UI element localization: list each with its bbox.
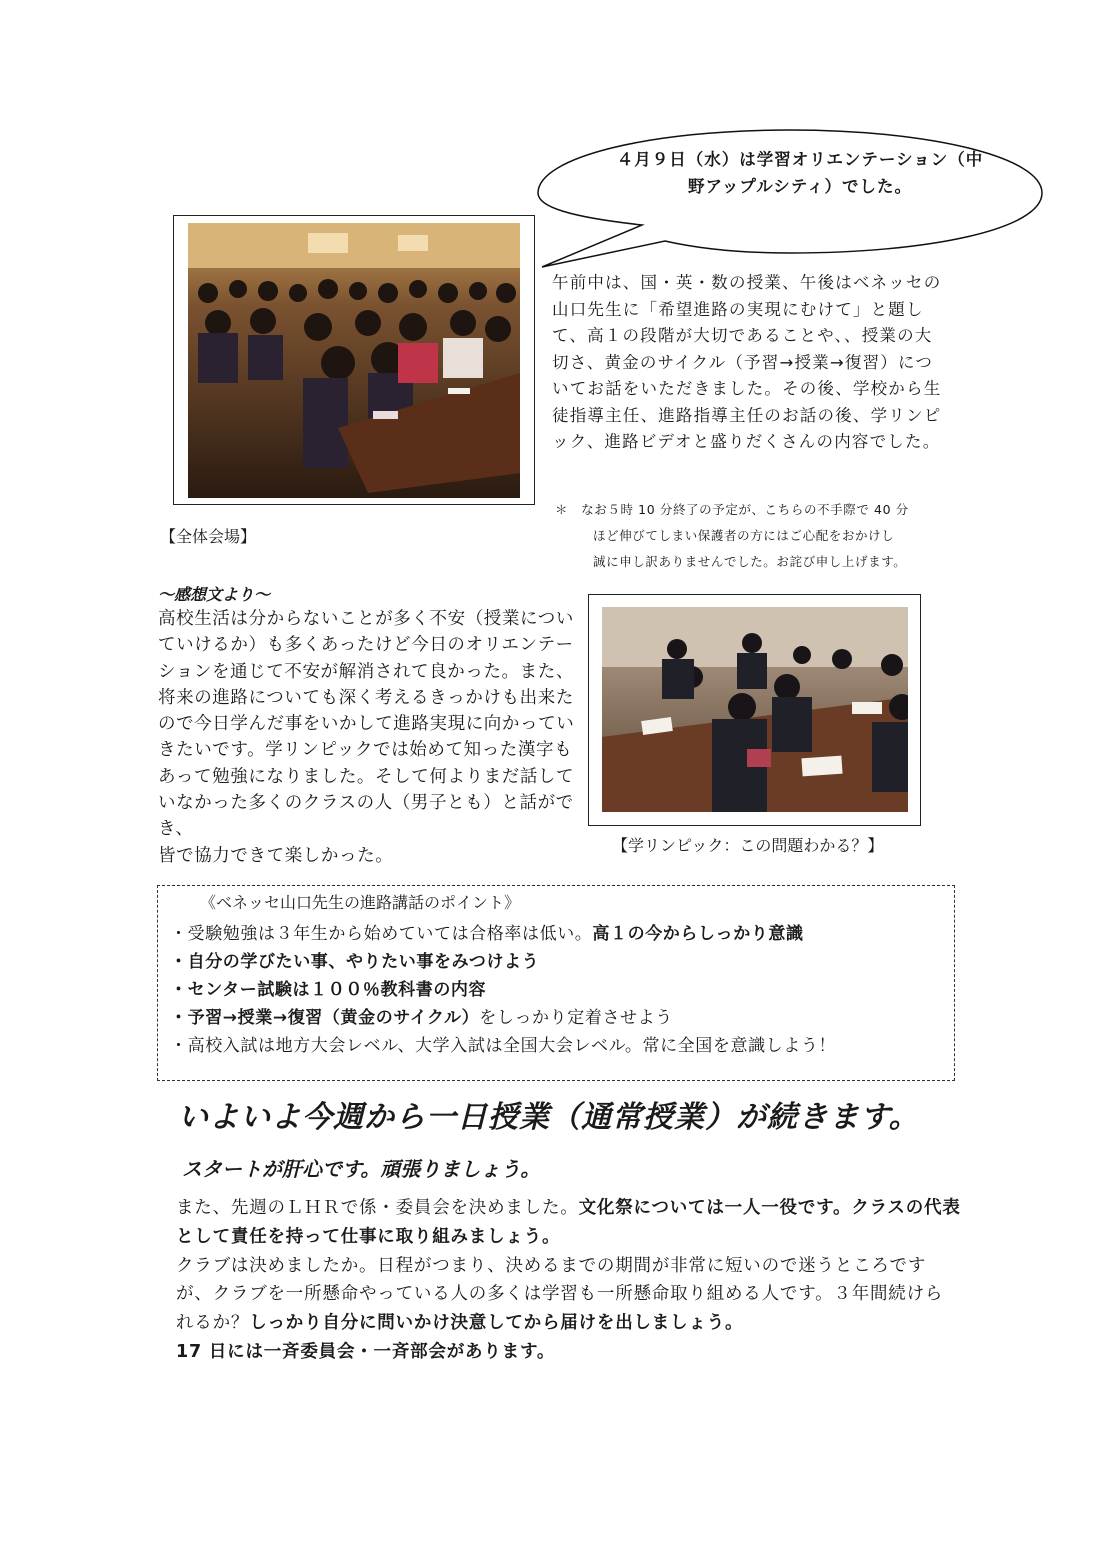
caption-gakulympic: 【学リンピック：この問題わかる？】 (612, 836, 884, 855)
impressions-text: 高校生活は分からないことが多く不安（授業についていけるか）も多くあったけど今日のオリエンテーションを通じて不安が解消されて良かった。また、将来の進路についても深く考えるきっかけも出来たので今日学んだ事をいかして進路実現に向かっていきたいです。学リンピックでは始めて知った漢字もあって勉強になりました。そして何よりまだ話していなかった多くのクラスの人（男子とも）と話ができ、 (158, 609, 575, 840)
note-line-3: 誠に申し訳ありませんでした。お詫び申し上げます。 (593, 554, 907, 569)
point-4-bold: ・予習→授業→復習（黄金のサイクル） (170, 1008, 480, 1028)
note-line-1: ＊ なお５時 10 分終了の予定が、こちらの不手際で 40 分 (555, 502, 909, 517)
photo-main-hall (173, 215, 535, 505)
hall-photo-image (188, 223, 520, 498)
point-4 (170, 1003, 673, 1028)
lecture-points-title: 《ベネッセ山口先生の進路講話のポイント》 (200, 893, 521, 912)
closing-sentence-2-bold: しっかり自分に問いかけ決意してから届けを出しましょう。 (249, 1313, 744, 1334)
point-2: ・自分の学びたい事、やりたい事をみつけよう (170, 952, 540, 972)
orientation-description: 午前中は、国・英・数の授業、午後はベネッセの山口先生に「希望進路の実現にむけて」と題して、高１の段階が大切であることや、、授業の大切さ、黄金のサイクル（予習→授業→復習）についてお話をいただきました。その後、学校から生徒指導主任、進路指導主任のお話の後、学リンピック、進路ビデオと盛りだくさんの内容でした。 (552, 273, 942, 451)
caption-main-hall: 【全体会場】 (160, 527, 257, 546)
closing-sentence-3: 17 日には一斉委員会・一斉部会があります。 (176, 1341, 556, 1362)
impressions-last-line: 皆で協力できて楽しかった。 (158, 845, 394, 866)
impressions-body (158, 606, 578, 869)
bubble-text: ４月９日（水）は学習オリエンテーション（中野アップルシティ）でした。 (616, 150, 984, 196)
point-1 (170, 919, 804, 944)
gakulympic-photo-image (602, 607, 908, 812)
subheadline: スタートが肝心です。頑張りましょう。 (182, 1157, 541, 1181)
point-4-normal: をしっかり定着させよう (479, 1008, 673, 1028)
apology-note (555, 497, 955, 575)
closing-paragraph (176, 1194, 961, 1367)
point-5: ・高校入試は地方大会レベル、大学入試は全国大会レベル。常に全国を意識しよう！ (170, 1036, 837, 1056)
point-3: ・センター試験は１００％教科書の内容 (170, 980, 487, 1000)
photo-gakulympic (588, 594, 921, 826)
note-line-2: ほど伸びてしまい保護者の方にはご心配をおかけし (593, 528, 895, 543)
headline: いよいよ今週から一日授業（通常授業）が続きます。 (178, 1100, 920, 1135)
impressions-title: ～感想文より～ (158, 585, 271, 604)
closing-sentence-2: クラブは決めましたか。日程がつまり、決めるまでの期間が非常に短いので迷うところですが、クラブを一所懸命やっている人の多くは学習も一所懸命取り組める人です。３年間続けられるか？ (176, 1255, 944, 1334)
closing-sentence-1: また、先週のＬＨＲで係・委員会を決めました。 (176, 1198, 579, 1218)
closing-sentence-1-bold: 文化祭については一人一役です。クラスの代表として責任を持って仕事に取り組みましょう。 (176, 1198, 961, 1247)
point-1-bold: 高１の今からしっかり意識 (592, 924, 804, 944)
point-1-normal: ・受験勉強は３年生から始めていては合格率は低い。 (170, 924, 593, 944)
